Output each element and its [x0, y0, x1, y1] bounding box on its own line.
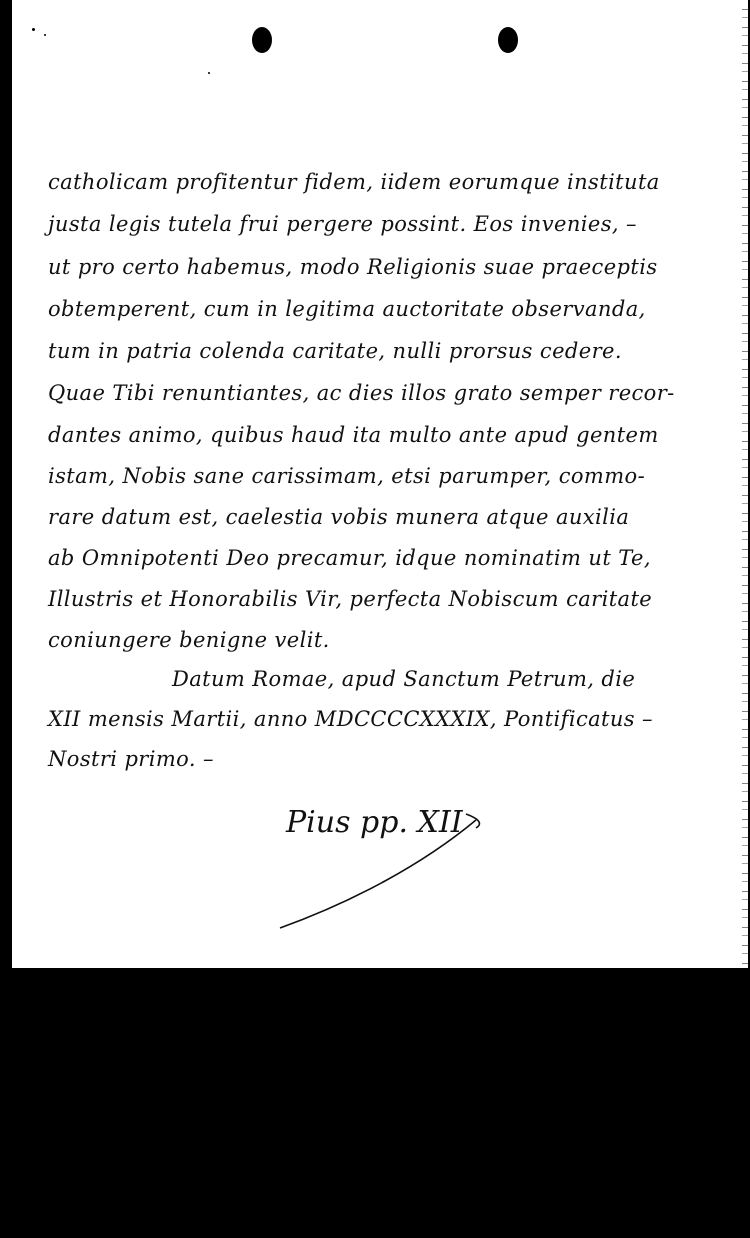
- speck-mark: [44, 34, 46, 36]
- letter-sheet: [12, 0, 748, 968]
- signature: [272, 790, 512, 940]
- text-line-3: ut pro certo habemus, modo Religionis suae praeceptis: [48, 255, 658, 279]
- text-line-12: coniungere benigne velit.: [48, 628, 330, 652]
- text-line-2: justa legis tutela frui pergere possint. Eos invenies, –: [48, 212, 637, 236]
- text-line-5: tum in patria colenda caritate, nulli prorsus cedere.: [48, 339, 622, 363]
- text-line-8: istam, Nobis sane carissimam, etsi parumper, commo-: [48, 464, 646, 488]
- scan-edge: [742, 0, 748, 968]
- punch-hole-right: [498, 27, 518, 53]
- text-line-14: XII mensis Martii, anno MDCCCCXXXIX, Pontificatus –: [48, 707, 653, 731]
- speck-mark: [32, 28, 35, 31]
- text-line-9: rare datum est, caelestia vobis munera atque auxilia: [48, 505, 630, 529]
- text-line-6: Quae Tibi renuntiantes, ac dies illos grato semper recor-: [48, 381, 675, 405]
- text-line-4: obtemperent, cum in legitima auctoritate observanda,: [48, 297, 646, 321]
- punch-hole-left: [252, 27, 272, 53]
- text-line-10: ab Omnipotenti Deo precamur, idque nominatim ut Te,: [48, 546, 651, 570]
- text-line-11: Illustris et Honorabilis Vir, perfecta Nobiscum caritate: [48, 587, 653, 611]
- text-line-13: Datum Romae, apud Sanctum Petrum, die: [172, 667, 636, 691]
- text-line-1: catholicam profitentur fidem, iidem eorumque instituta: [48, 170, 660, 194]
- text-line-7: dantes animo, quibus haud ita multo ante apud gentem: [48, 423, 659, 447]
- signature-text: Pius pp. XII: [286, 805, 463, 840]
- text-line-15: Nostri primo. –: [48, 747, 214, 771]
- speck-mark: [208, 72, 210, 74]
